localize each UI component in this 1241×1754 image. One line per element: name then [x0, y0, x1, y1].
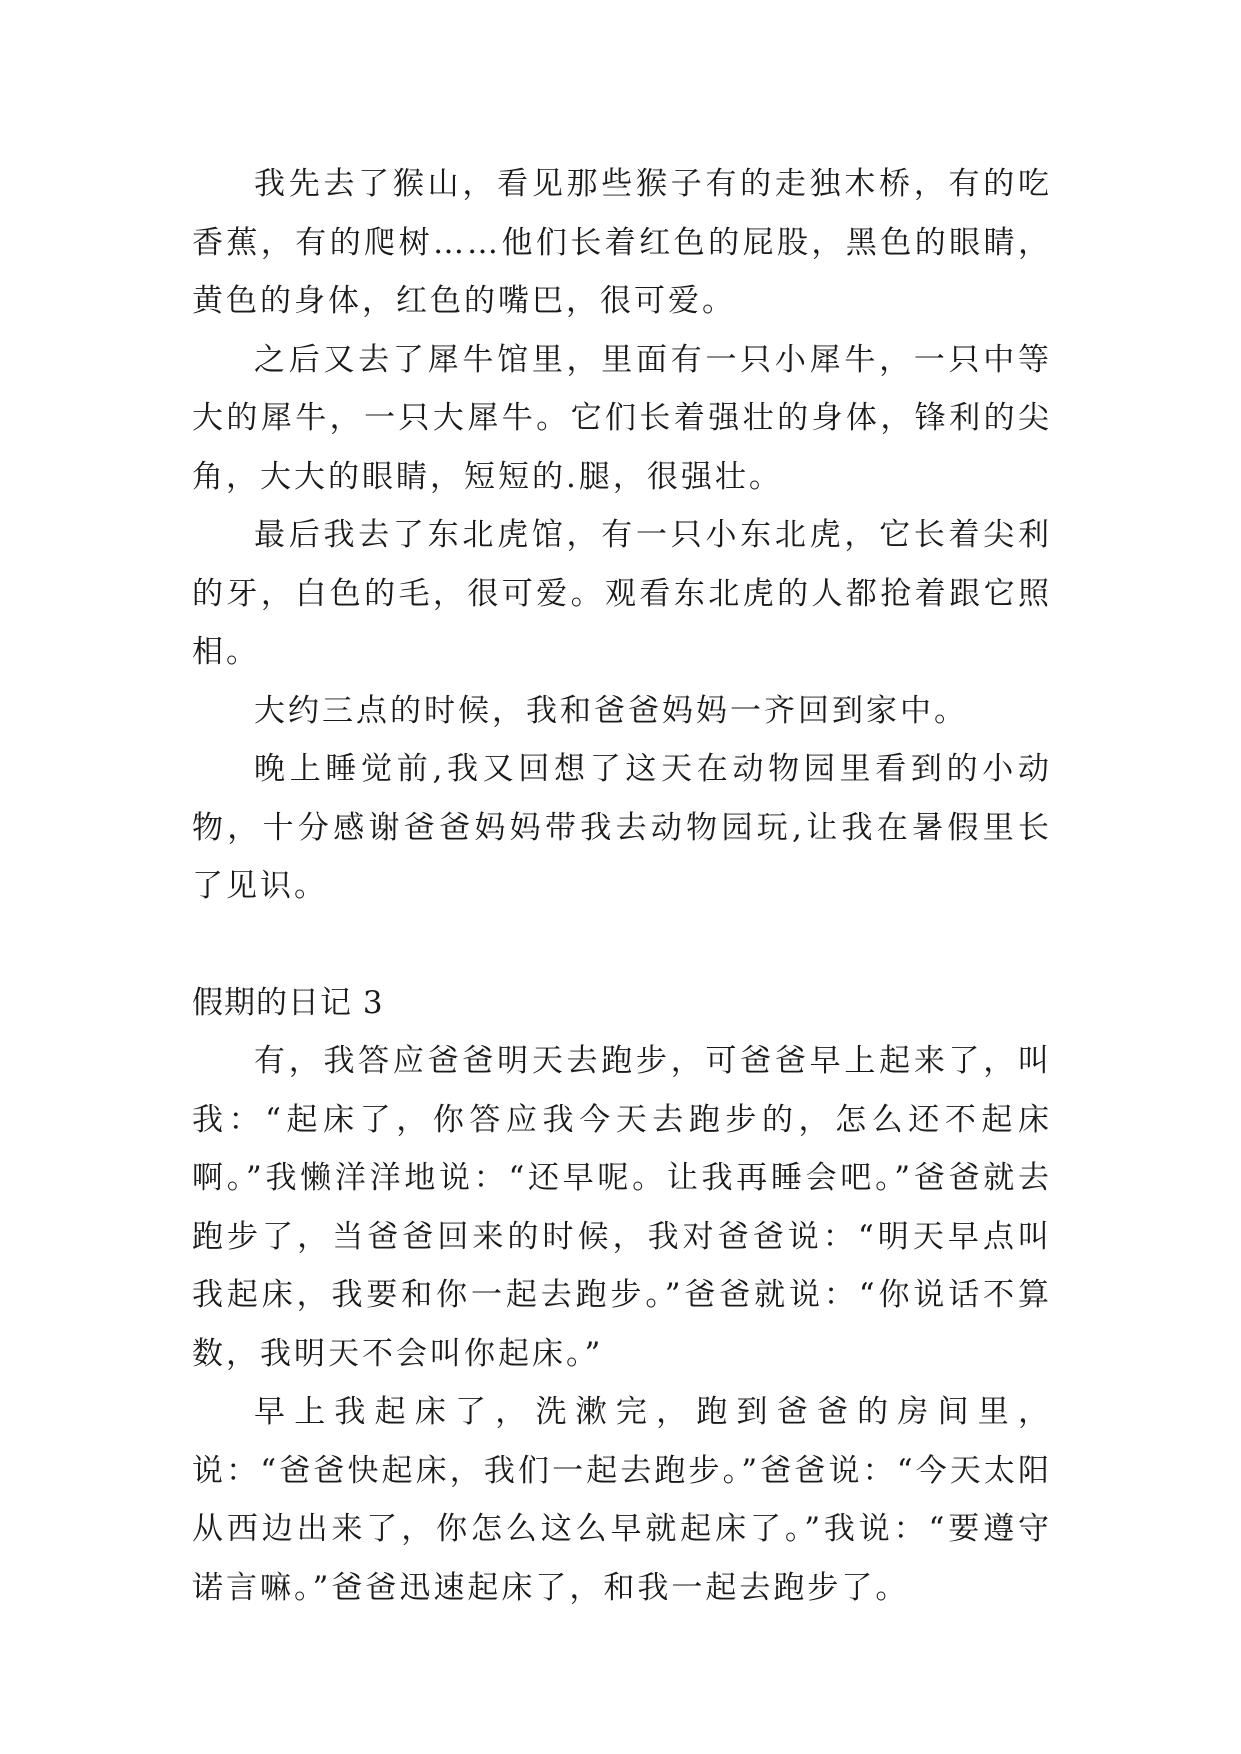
paragraph-keeping-promise: 早上我起床了，洗漱完，跑到爸爸的房间里，说：“爸爸快起床，我们一起去跑步。”爸爸说：“今天太阳从西边出来了，你怎么这么早就起床了。”我说：“要遵守诺言嘛。”爸爸迅速起床了，和我一起去跑步了。: [192, 1394, 1052, 1606]
paragraph-tiger-hall: 最后我去了东北虎馆，有一只小东北虎，它长着尖利的牙，白色的毛，很可爱。观看东北虎的人都抢着跟它照相。: [192, 517, 1052, 670]
diary-title: 假期的日记 3: [192, 984, 384, 1021]
paragraph-monkey-mountain: 我先去了猴山，看见那些猴子有的走独木桥，有的吃香蕉，有的爬树……他们长着红色的屁股，黑色的眼睛，黄色的身体，红色的嘴巴，很可爱。: [192, 166, 1052, 319]
paragraph-return-home: 大约三点的时候，我和爸爸妈妈一齐回到家中。: [254, 692, 968, 729]
document-body: [192, 155, 1052, 1617]
section-spacer: [192, 916, 1052, 974]
paragraph-rhino-hall: 之后又去了犀牛馆里，里面有一只小犀牛，一只中等大的犀牛，一只大犀牛。它们长着强壮的身体，锋利的尖角，大大的眼睛，短短的.腿，很强壮。: [192, 341, 1052, 495]
paragraph-running-promise: 有，我答应爸爸明天去跑步，可爸爸早上起来了，叫我：“起床了，你答应我今天去跑步的，怎么还不起床啊。”我懒洋洋地说：“还早呢。让我再睡会吧。”爸爸就去跑步了，当爸爸回来的时候，我对爸爸说：“明天早点叫我起床，我要和你一起去跑步。”爸爸就说：“你说话不算数，我明天不会叫你起床。”: [192, 1043, 1052, 1372]
paragraph-evening-reflection: 晚上睡觉前,我又回想了这天在动物园里看到的小动物，十分感谢爸爸妈妈带我去动物园玩,让我在暑假里长了见识。: [192, 751, 1052, 904]
